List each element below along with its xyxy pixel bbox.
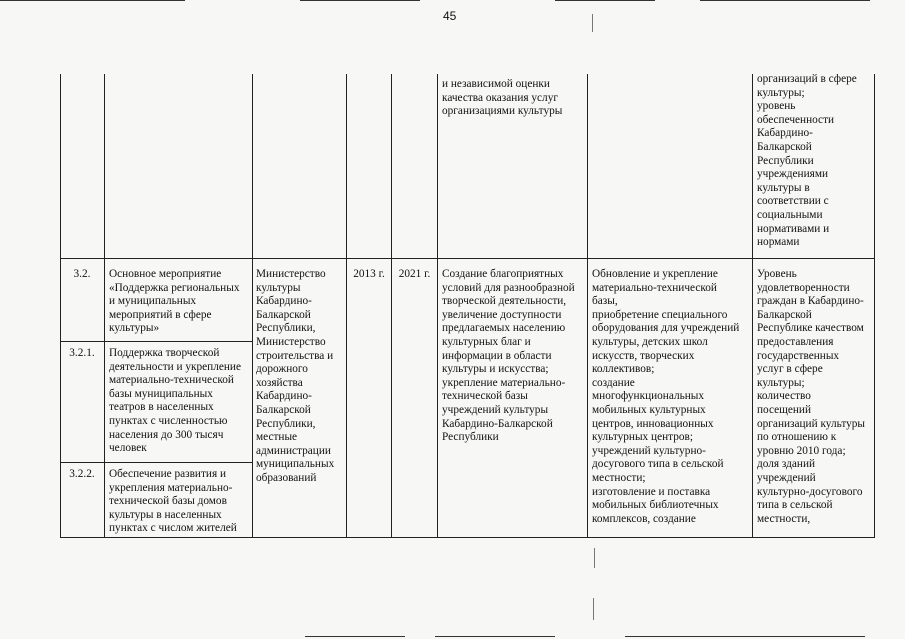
- scan-artifact-line: [435, 636, 555, 637]
- row-number-3-2: 3.2.: [73, 268, 91, 280]
- row-name-3-2: Основное мероприятие «Поддержка региональных и муниципальных мероприятий в сфере культуры»: [109, 268, 240, 335]
- goal-text: Создание благоприятных условий для разнообразной творческой деятельности, увеличение доступности предлагаемых населению культурных благ и информации в области культуры и искусства; укрепление материально- технической базы учреждений культуры Кабардино-Балкарской Республики: [442, 268, 575, 444]
- row-name-3-2-2: Обеспечение развития и укрепления материально- технической базы домов культуры в населенных пунктах с числом жителей: [109, 468, 237, 535]
- scan-artifact-line: [700, 0, 870, 1]
- table-rule: [60, 462, 253, 463]
- scan-artifact-mark: [592, 14, 593, 32]
- scan-artifact-line: [555, 0, 655, 1]
- table-rule: [587, 74, 588, 538]
- scan-artifact-line: [0, 0, 185, 1]
- table-rule: [437, 74, 438, 538]
- scan-artifact-line: [305, 636, 405, 637]
- start-year: 2013 г.: [353, 268, 385, 280]
- table-rule: [874, 74, 875, 538]
- scan-artifact-mark: [593, 598, 594, 620]
- table-rule: [60, 258, 875, 259]
- row-name-3-2-1: Поддержка творческой деятельности и укрепление материально-технической базы муниципальных театров в населенных пунктах с численностью населения до 300 тысяч человек: [109, 347, 241, 455]
- row-number-3-2-1: 3.2.1.: [69, 347, 95, 359]
- row-number-3-2-2: 3.2.2.: [69, 468, 95, 480]
- indicators-text: Уровень удовлетворенности граждан в Кабардино- Балкарской Республике качеством предоставления государственных услуг в сфере культуры; количество посещений организаций культуры по отношению к уровню 2010 года; доля зданий учреждений культурно-досугового типа в сельской местности,: [757, 268, 865, 525]
- table-rule: [391, 74, 392, 538]
- goal-continued-text: и независимой оценки качества оказания услуг организациями культуры: [442, 78, 563, 118]
- indicator-continued-text: организаций в сфере культуры; уровень обеспеченности Кабардино- Балкарской Республики учреждениями культуры в соответствии с социальными нормативами и нормами: [757, 73, 857, 249]
- executor-text: Министерство культуры Кабардино- Балкарской Республики, Министерство строительства и дорожного хозяйства Кабардино- Балкарской Республики, местные администрации муниципальных образований: [256, 268, 335, 484]
- table-rule: [104, 74, 105, 538]
- table-rule: [346, 74, 347, 538]
- activities-text: Обновление и укрепление материально-технической базы, приобретение специального оборудования для учреждений культуры, детских школ искусств, творческих коллективов; создание многофункциональных мобильных культурных центров, инновационных культурных центров; учреждений культурно- досугового типа в сельской местности; изготовление и поставка мобильных библиотечных комплексов, создание: [592, 268, 740, 525]
- table-rule: [60, 537, 875, 538]
- scan-artifact-line: [300, 0, 420, 1]
- table-rule: [752, 74, 753, 538]
- table-rule: [60, 341, 253, 342]
- page-number: 45: [443, 9, 457, 23]
- scan-artifact-line: [625, 636, 865, 637]
- table-rule: [252, 74, 253, 538]
- end-year: 2021 г.: [398, 268, 431, 280]
- scan-artifact-mark: [594, 548, 595, 568]
